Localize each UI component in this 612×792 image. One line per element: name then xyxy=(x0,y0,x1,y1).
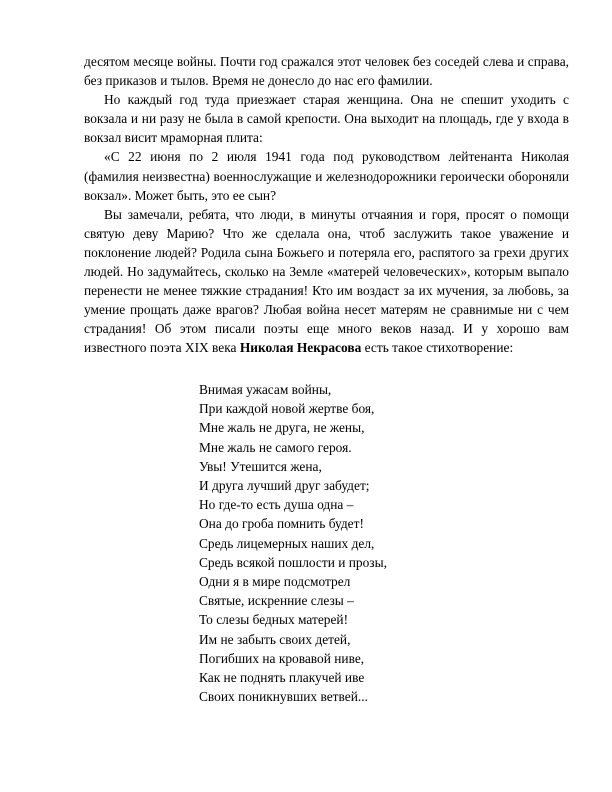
paragraph-4-text: Вы замечали, ребята, что люди, в минуты отчаяния и горя, просят о помощи святую деву Марию? Что же сделала она, чтоб заслужить такое уважение и поклонение людей? Родила сына Божьего и потеряла его, распятого за грехи других людей. Но задумайтесь, сколько на Земле «матерей человеческих», которым выпало перенести не менее тяжкие страдания! Кто им воздаст за их мучения, за любовь, за умение прощать даже врагов? Любая война несет матерям не сравнимые ни с чем страдания! Об этом писали поэты еще много веков назад. И у хорошо вам известного поэта XIX века xyxy=(84,206,569,356)
poem-line: При каждой новой жертве боя, xyxy=(199,401,375,417)
poem-line: Внимая ужасам войны, xyxy=(199,382,332,397)
poem-line: Увы! Утешится жена, xyxy=(199,458,322,474)
poem-line: Мне жаль не друга, не жены, xyxy=(199,420,365,436)
poem-line: Погибших на кровавой ниве, xyxy=(199,650,365,666)
poem-line: Одни я в мире подсмотрел xyxy=(199,574,351,590)
poem-line: Святые, искренние слезы – xyxy=(199,593,354,609)
poem xyxy=(199,380,459,706)
poem-line: Средь всякой пошлости и прозы, xyxy=(199,554,387,570)
poet-name: Николая Некрасова xyxy=(239,340,362,356)
paragraph-4 xyxy=(84,205,569,358)
poem-line: Как не поднять плакучей иве xyxy=(199,670,365,686)
poem-line: Но где-то есть душа одна – xyxy=(199,497,354,513)
poem-line: Мне жаль не самого героя. xyxy=(199,439,352,455)
poem-line: Она до гроба помнить будет! xyxy=(199,516,364,532)
poem-line: То слезы бедных матерей! xyxy=(199,612,349,628)
poem-line: Своих поникнувших ветвей... xyxy=(199,689,368,705)
paragraph-1: десятом месяце войны. Почти год сражался этот человек без соседей слева и справа, без приказов и тылов. Время не донесло до нас его фамилии. xyxy=(84,54,569,89)
poem-line: Средь лицемерных наших дел, xyxy=(199,535,375,551)
poem-line: И друга лучший друг забудет; xyxy=(199,478,370,494)
paragraph-2: Но каждый год туда приезжает старая женщина. Она не спешит уходить с вокзала и ни разу не была в самой крепости. Она выходит на площадь, где у входа в вокзал висит мраморная плита: xyxy=(84,92,569,146)
paragraph-3-quote: «С 22 июня по 2 июля 1941 года под руководством лейтенанта Николая (фамилия неизвестна) военнослужащие и железнодорожники героически обороняли вокзал». Может быть, это ее сын? xyxy=(84,149,569,203)
body-text xyxy=(84,52,569,358)
poem-line: Им не забыть своих детей, xyxy=(199,631,351,647)
paragraph-4-ending: есть такое стихотворение: xyxy=(361,340,514,356)
